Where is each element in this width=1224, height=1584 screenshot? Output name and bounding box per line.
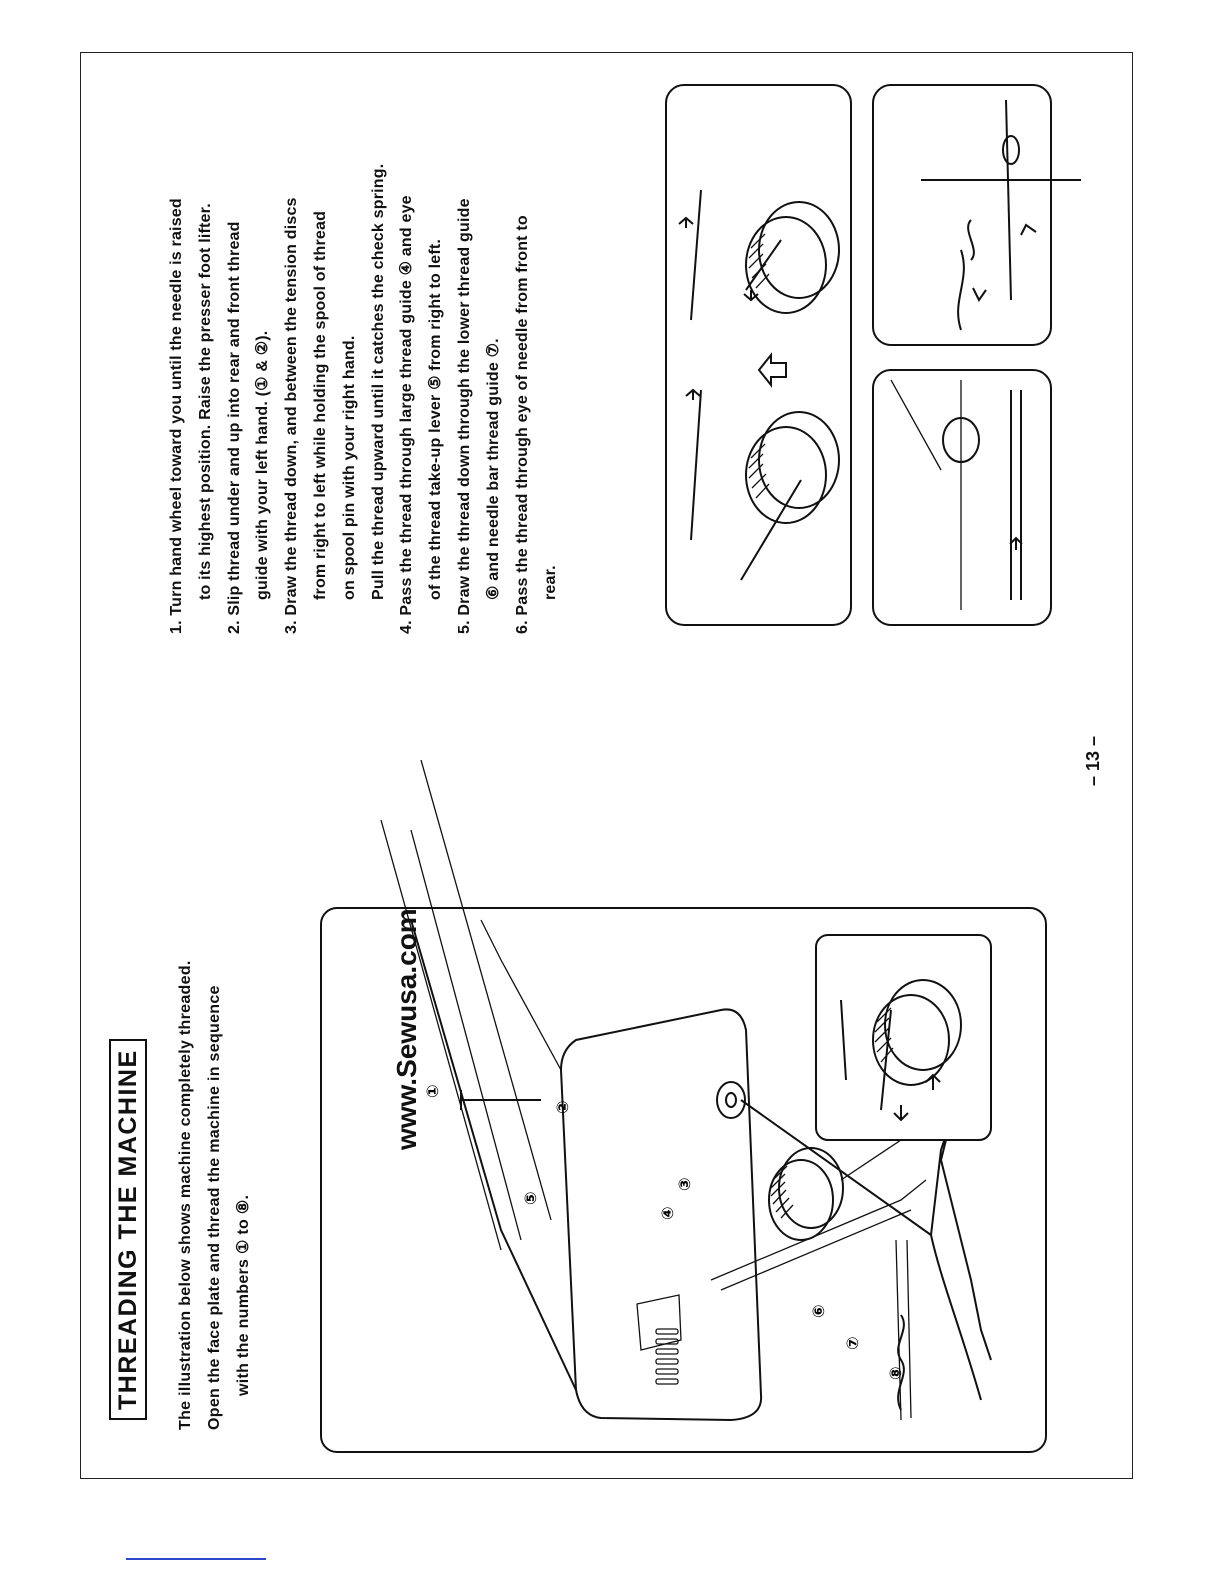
step-line: from right to left while holding the spool of thread xyxy=(311,210,329,600)
step-line: 1. Turn hand wheel toward you until the needle is raised xyxy=(168,198,185,634)
step-line: 6. Pass the thread through eye of needle from front to xyxy=(513,215,531,634)
step-line: ⑥ and needle bar thread guide ⑦. xyxy=(484,338,502,600)
callout-5: ⑤ xyxy=(521,1191,540,1205)
callout-3: ③ xyxy=(675,1177,694,1191)
bottom-rule xyxy=(126,1558,266,1560)
step-line: 4. Pass the thread through large thread guide ④ and eye xyxy=(398,195,416,634)
intro-line: The illustration below shows machine completely threaded. xyxy=(177,960,194,1430)
page-heading: THREADING THE MACHINE xyxy=(109,1039,147,1420)
step-line: rear. xyxy=(542,565,560,600)
rotated-page xyxy=(81,53,1134,1480)
step-line: 5. Draw the thread down through the lower thread guide xyxy=(455,198,473,634)
detail-panels-bottom xyxy=(81,53,1134,1480)
callout-1: ① xyxy=(423,1084,442,1098)
watermark: www.Sewusa.com xyxy=(391,908,422,1150)
step-line: on spool pin with your right hand. xyxy=(340,335,358,600)
step-line: 3. Draw the thread down, and between the tension discs xyxy=(283,197,301,634)
intro-line: Open the face plate and thread the machine in sequence xyxy=(206,985,223,1430)
callout-6: ⑥ xyxy=(809,1304,828,1318)
page-frame xyxy=(80,52,1133,1479)
step-line: guide with your left hand. (① & ②). xyxy=(254,330,272,600)
callout-7: ⑦ xyxy=(843,1336,862,1350)
callout-8: ⑧ xyxy=(886,1366,905,1380)
step-line: to its highest position. Raise the presser foot lifter. xyxy=(196,203,214,600)
intro-line: with the numbers ① to ⑧. xyxy=(235,1194,252,1396)
callout-2: ② xyxy=(553,1100,572,1114)
step-line: 2. Slip thread under and up into rear and front thread xyxy=(225,221,243,634)
page-number: – 13 – xyxy=(1083,735,1103,786)
step-line: of the thread take-up lever ⑤ from right to left. xyxy=(427,238,445,600)
step-line: Pull the thread upward until it catches the check spring. xyxy=(369,163,387,600)
callout-4: ④ xyxy=(658,1206,677,1220)
